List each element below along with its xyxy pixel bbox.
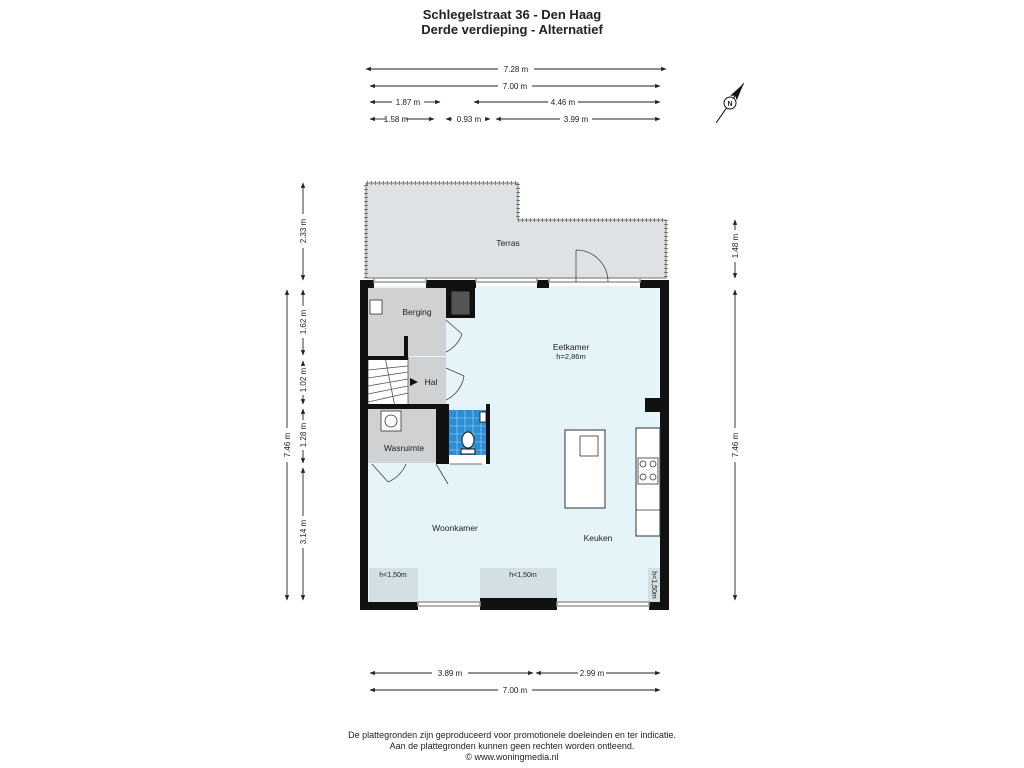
dim-top-c: 3.99 m	[563, 115, 589, 124]
dim-top-a: 1.58 m	[383, 115, 409, 124]
toilet-icon	[462, 432, 474, 448]
room-label-keuken: Keuken	[583, 533, 613, 543]
dim-top-b: 0.93 m	[456, 115, 482, 124]
plan-title-floor: Derde verdieping - Alternatief	[421, 22, 603, 37]
dim-left-c: 1.28 m	[299, 422, 308, 448]
room-label-terras: Terras	[496, 238, 520, 248]
dim-top-total-inner: 7.00 m	[502, 82, 528, 91]
room-label-wasruimte: Wasruimte	[383, 443, 425, 453]
dim-right-terrace: 1.48 m	[731, 233, 740, 259]
sink-small-icon	[480, 412, 486, 422]
dim-left-d: 3.14 m	[299, 519, 308, 545]
wasruimte-floor	[368, 408, 436, 463]
room-height-eetkamer: h=2,86m	[556, 352, 586, 361]
kitchen-counter	[636, 428, 660, 536]
low-height-label-center: h<1,50m	[509, 572, 537, 579]
dim-bottom-left: 3.89 m	[437, 669, 463, 678]
dim-left-total: 7.46 m	[283, 432, 292, 458]
dim-left-terrace: 2.33 m	[299, 218, 308, 244]
room-label-eetkamer: Eetkamer	[552, 342, 590, 352]
island-sink-icon	[580, 436, 598, 456]
washing-machine-icon	[381, 411, 401, 431]
low-height-label-left: h<1,50m	[379, 572, 407, 579]
dim-bottom-right: 2.99 m	[579, 669, 605, 678]
dim-top-left: 1.87 m	[395, 98, 421, 107]
footer-disclaimer-line1: De plattegronden zijn geproduceerd voor promotionele doeleinden en ter indicatie.	[348, 730, 676, 740]
compass-label: N	[727, 101, 733, 108]
toilet-floor-light	[449, 455, 487, 464]
footer-disclaimer-line2: Aan de plattegronden kunnen geen rechten worden ontleend.	[389, 741, 635, 751]
room-label-woonkamer: Woonkamer	[432, 523, 478, 533]
low-height-label-right: h<1,50m	[650, 571, 657, 599]
staircase	[368, 357, 408, 407]
terrace-area	[366, 183, 666, 278]
boiler-icon	[370, 300, 382, 314]
dim-top-right: 4.46 m	[550, 98, 576, 107]
dim-left-a: 1.62 m	[299, 309, 308, 335]
dim-bottom-total: 7.00 m	[502, 686, 528, 695]
chimney-shaft	[451, 291, 470, 315]
room-label-berging: Berging	[402, 307, 432, 317]
dim-top-total-outer: 7.28 m	[503, 65, 529, 74]
plan-title-address: Schlegelstraat 36 - Den Haag	[422, 7, 602, 22]
toilet-tank-icon	[461, 449, 475, 454]
dim-left-b: 1.02 m	[299, 367, 308, 393]
dim-right-total: 7.46 m	[731, 432, 740, 458]
room-label-hal: Hal	[424, 377, 438, 387]
footer-copyright: © www.woningmedia.nl	[465, 752, 559, 762]
